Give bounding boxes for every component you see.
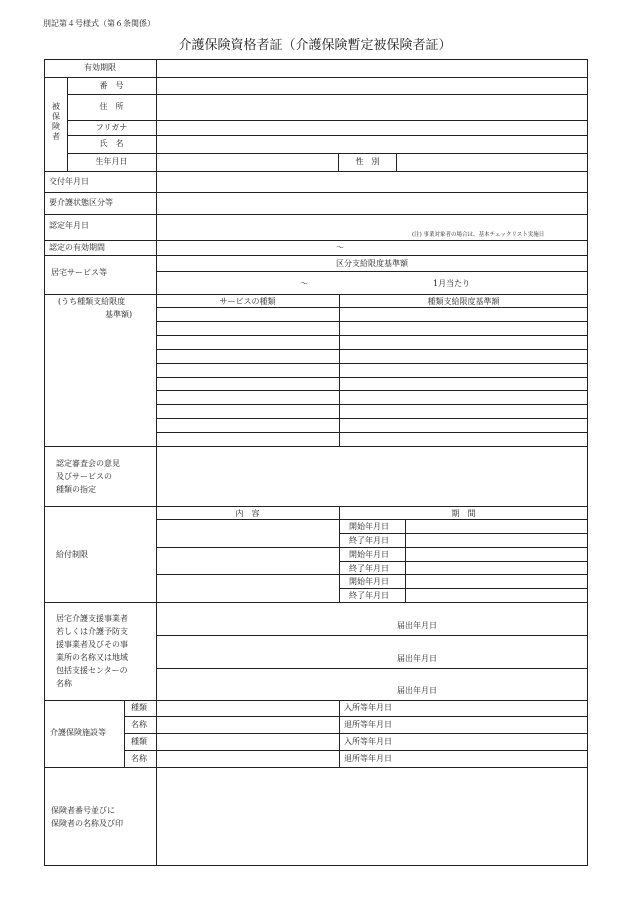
insured-vertical-label: 被保険者 bbox=[52, 102, 60, 141]
support-provider-label-line: 援事業者及びその事 bbox=[56, 640, 128, 649]
sex-label: 性 別 bbox=[355, 157, 380, 166]
admission-date-label: 入所等年月日 bbox=[344, 703, 392, 712]
certification-valid-period-label: 認定の有効期間 bbox=[49, 243, 105, 252]
certification-date-label: 認定年月日 bbox=[49, 221, 89, 230]
end-date-label: 終了年月日 bbox=[349, 591, 389, 600]
opinion-label-line2: 及びサービスの bbox=[56, 472, 112, 481]
facility-type-label: 種類 bbox=[131, 737, 147, 746]
notification-date-label: 届出年月日 bbox=[397, 621, 437, 630]
start-date-label: 開始年月日 bbox=[349, 577, 389, 586]
end-date-label: 終了年月日 bbox=[349, 564, 389, 573]
support-provider-label-line: 居宅介護支援事業者 bbox=[56, 614, 128, 623]
type-limit-column-header: 種類支給限度基準額 bbox=[427, 297, 500, 306]
care-level-label: 要介護状態区分等 bbox=[49, 198, 113, 207]
valid-period-label: 有効期限 bbox=[84, 63, 116, 72]
insurer-label-line1: 保険者番号並びに bbox=[51, 806, 115, 815]
furigana-label: フリガナ bbox=[95, 123, 128, 132]
admission-date-label: 入所等年月日 bbox=[344, 737, 392, 746]
discharge-date-label: 退所等年月日 bbox=[344, 754, 392, 763]
opinion-label-line3: 種類の指定 bbox=[56, 485, 96, 494]
start-date-label: 開始年月日 bbox=[349, 550, 389, 559]
service-type-column-header: サービスの種類 bbox=[219, 297, 276, 306]
end-date-label: 終了年月日 bbox=[349, 536, 389, 545]
support-provider-label-line: 業所の名称又は地域 bbox=[56, 653, 128, 662]
facility-label: 介護保険施設等 bbox=[50, 728, 106, 737]
opinion-label-line1: 認定審査会の意見 bbox=[56, 459, 120, 468]
form-number: 別記第４号様式（第６条関係） bbox=[43, 19, 155, 28]
grant-date-label: 交付年月日 bbox=[49, 177, 89, 186]
address-label: 住 所 bbox=[99, 102, 124, 111]
type-limit-label-line1: (うち種類支給限度 bbox=[58, 297, 126, 306]
insurer-label-line2: 保険者の名称及び印 bbox=[51, 819, 123, 828]
page-title: 介護保険資格者証（介護保険暫定被保険者証） bbox=[178, 38, 452, 53]
birthdate-label: 生年月日 bbox=[95, 157, 128, 166]
support-provider-label-line: 若しくは介護予防支 bbox=[56, 627, 128, 636]
per-month-label: 1月当たり bbox=[433, 279, 471, 288]
notification-date-label: 届出年月日 bbox=[397, 686, 437, 695]
restriction-content-header: 内 容 bbox=[235, 509, 260, 518]
facility-name-label: 名称 bbox=[131, 720, 147, 729]
limit-amount-label: 区分支給限度基準額 bbox=[336, 259, 408, 268]
facility-type-label: 種類 bbox=[131, 703, 147, 712]
number-label: 番 号 bbox=[99, 81, 124, 90]
facility-name-label: 名称 bbox=[131, 754, 147, 763]
start-date-label: 開始年月日 bbox=[349, 522, 389, 531]
notification-date-label: 届出年月日 bbox=[397, 654, 437, 663]
support-provider-label-line: 包括支援センターの bbox=[56, 666, 128, 675]
restriction-period-header: 期 間 bbox=[451, 509, 476, 518]
benefit-restriction-label: 給付制限 bbox=[56, 550, 88, 559]
home-services-label: 居宅サービス等 bbox=[51, 268, 107, 277]
home-services-period-separator: 〜 bbox=[300, 279, 308, 288]
discharge-date-label: 退所等年月日 bbox=[344, 720, 392, 729]
certification-period-separator: 〜 bbox=[336, 243, 344, 252]
name-label: 氏 名 bbox=[99, 139, 124, 148]
support-provider-label-line: 名称 bbox=[56, 679, 72, 688]
type-limit-label-line2: 基準額) bbox=[105, 310, 133, 319]
certification-note: (注) 事業対象者の場合は、基本チェックリスト実施日 bbox=[412, 232, 545, 238]
